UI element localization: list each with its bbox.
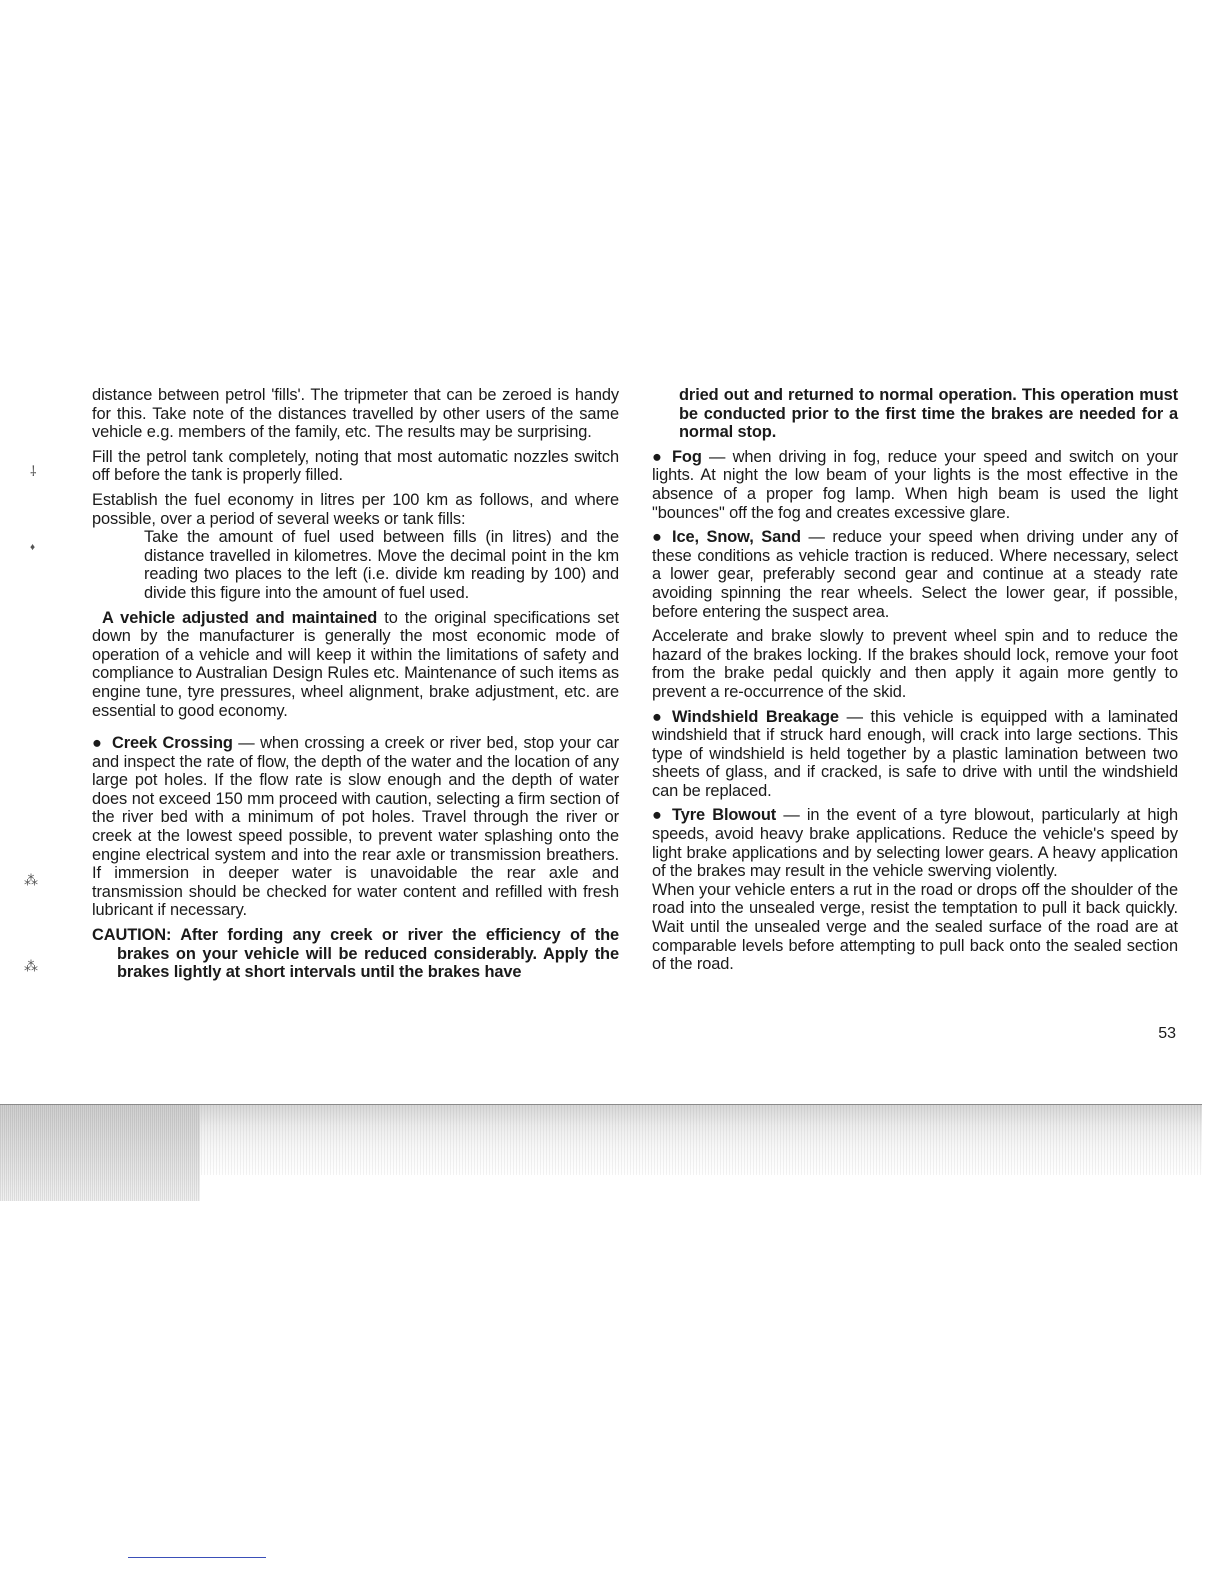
scan-mark-icon: ⁂ <box>24 958 38 974</box>
maintained-vehicle-paragraph <box>92 609 619 721</box>
accelerate-paragraph: Accelerate and brake slowly to prevent wheel spin and to reduce the hazard of the brakes locking. If the brakes should lock, remove your foot from the brake pedal quickly and then apply it again more gently to prevent a re-occurrence of the skid. <box>652 627 1178 701</box>
scan-artifact-band <box>0 1104 1202 1175</box>
left-column <box>92 386 619 988</box>
bullet-icon: ● <box>652 447 662 466</box>
ice-snow-sand-paragraph <box>652 528 1178 621</box>
creek-crossing-heading: Creek Crossing <box>112 734 233 753</box>
scan-mark-icon: ⸸ <box>30 463 37 479</box>
tyre-blowout-paragraph <box>652 806 1178 880</box>
right-column <box>652 386 1178 980</box>
rut-paragraph: When your vehicle enters a rut in the road or drops off the shoulder of the road into the unsealed verge, resist the temptation to pull it back quickly. Wait until the unsealed verge and the sealed surface of the road are at comparable levels before attempting to pull back onto the sealed section of the road. <box>652 880 1178 974</box>
caution-continued-paragraph: dried out and returned to normal operation. This operation must be conducted prior to the first time the brakes are needed for a normal stop. <box>679 386 1178 442</box>
bullet-icon: ● <box>652 707 662 726</box>
establish-economy-paragraph: Establish the fuel economy in litres per 100 km as follows, and where possible, over a period of several weeks or tank fills: <box>92 490 619 528</box>
bullet-icon: ● <box>652 528 662 547</box>
economy-method-paragraph: Take the amount of fuel used between fills (in litres) and the distance travelled in kilometres. Move the decimal point in the km reading two places to the left (i.e. divide km reading by 100) and divide this figure into the amount of fuel used. <box>144 528 619 602</box>
caution-paragraph: CAUTION: After fording any creek or river the efficiency of the brakes on your vehicle will be reduced considerably. Apply the brakes lightly at short intervals until the brakes have <box>92 926 619 982</box>
windshield-paragraph <box>652 708 1178 801</box>
maintained-vehicle-lead: A vehicle adjusted and maintained <box>102 608 378 627</box>
scan-mark-icon: ⁂ <box>24 872 38 888</box>
page-number: 53 <box>1158 1025 1176 1042</box>
windshield-text: — this vehicle is equipped with a laminated windshield that if struck hard enough, will crack into large sections. This type of windshield is held together by a plastic lamination between two sheets of glass, and if cracked, is safe to drive with until the windshield can be replaced. <box>652 707 1178 800</box>
bullet-icon: ● <box>92 734 102 753</box>
scan-mark-icon: ♦ <box>30 542 36 553</box>
maintained-vehicle-text: to the original specifications set down by the manufacturer is generally the most economic mode of operation of a vehicle and will keep it within the limitations of safety and compliance to Australian Design Rules etc. Maintenance of such items as engine tune, tyre pressures, wheel alignment, brake adjustment, etc. are essential to good economy. <box>92 608 620 720</box>
windshield-heading: Windshield Breakage <box>672 707 839 726</box>
fill-tank-paragraph: Fill the petrol tank completely, noting that most automatic nozzles switch off before the tank is properly filled. <box>92 447 619 485</box>
fog-heading: Fog <box>672 447 702 466</box>
creek-crossing-paragraph <box>92 734 619 920</box>
footer-rule <box>128 1557 266 1558</box>
bullet-icon: ● <box>652 806 662 825</box>
tripmeter-paragraph: distance between petrol 'fills'. The tripmeter that can be zeroed is handy for this. Take note of the distances travelled by other users of the same vehicle e.g. members of the family, etc. The results may be surprising. <box>92 386 619 442</box>
ice-snow-sand-heading: Ice, Snow, Sand <box>672 528 801 547</box>
ice-snow-sand-text: — reduce your speed when driving under any of these conditions as vehicle traction is reduced. Where necessary, select a lower gear, preferably second gear and continue at a steady rate avoiding spinning the rear wheels. Select the lower gear, if possible, before entering the suspect area. <box>652 528 1179 621</box>
tyre-blowout-heading: Tyre Blowout <box>672 806 777 825</box>
scan-artifact-chunk <box>0 1105 200 1201</box>
fog-paragraph <box>652 448 1178 522</box>
fog-text: — when driving in fog, reduce your speed and switch on your lights. At night the low beam of your lights is the most effective in the absence of a proper fog lamp. When high beam is used the light "bounces" off the fog and creates excessive glare. <box>652 447 1178 522</box>
tyre-blowout-text: — in the event of a tyre blowout, particularly at high speeds, avoid heavy brake applications. Reduce the vehicle's speed by light brake applications and by selecting lower gears. A heavy application of the brakes may result in the vehicle swerving violently. <box>652 806 1178 881</box>
creek-crossing-text: — when crossing a creek or river bed, stop your car and inspect the rate of flow, the depth of the water and the location of any large pot holes. If the flow rate is slow enough and the depth of water does not exceed 150 mm proceed with caution, selecting a firm section of the river bed with a minimum of pot holes. Travel through the river or creek at the lowest speed possible, to prevent water splashing onto the engine electrical system and into the rear axle or transmission breathers. If immersion in deeper water is unavoidable the rear axle and transmission should be checked for water content and refilled with fresh lubricant if necessary. <box>92 734 619 920</box>
